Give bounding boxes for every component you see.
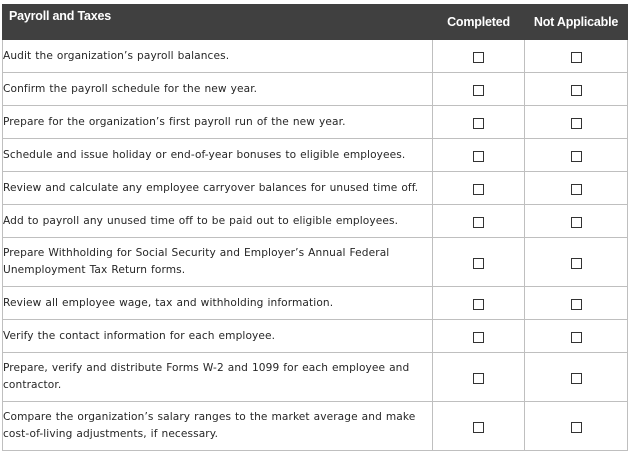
completed-cell [433, 238, 525, 287]
completed-checkbox[interactable] [473, 85, 484, 96]
not-applicable-checkbox[interactable] [571, 118, 582, 129]
completed-checkbox[interactable] [473, 217, 484, 228]
completed-checkbox[interactable] [473, 258, 484, 269]
completed-cell [433, 106, 525, 139]
not-applicable-checkbox[interactable] [571, 299, 582, 310]
task-description: Verify the contact information for each employee. [3, 320, 433, 353]
task-row [3, 238, 628, 287]
not-applicable-checkbox[interactable] [571, 52, 582, 63]
not-applicable-checkbox[interactable] [571, 217, 582, 228]
payroll-taxes-checklist [2, 4, 628, 451]
task-row [3, 320, 628, 353]
task-row [3, 287, 628, 320]
completed-cell [433, 287, 525, 320]
completed-column-header: Completed [433, 5, 525, 40]
task-description: Compare the organization’s salary ranges to the market average and make cost-of-living adjustments, if necessary. [3, 402, 433, 451]
not-applicable-checkbox[interactable] [571, 373, 582, 384]
task-row [3, 106, 628, 139]
not-applicable-checkbox[interactable] [571, 184, 582, 195]
completed-cell [433, 205, 525, 238]
not-applicable-cell [525, 238, 628, 287]
task-row [3, 402, 628, 451]
task-description: Schedule and issue holiday or end-of-year bonuses to eligible employees. [3, 139, 433, 172]
completed-checkbox[interactable] [473, 299, 484, 310]
not-applicable-checkbox[interactable] [571, 151, 582, 162]
task-description: Prepare Withholding for Social Security and Employer’s Annual Federal Unemployment Tax Return forms. [3, 238, 433, 287]
section-title: Payroll and Taxes [3, 5, 433, 40]
task-row [3, 205, 628, 238]
completed-checkbox[interactable] [473, 151, 484, 162]
task-row [3, 139, 628, 172]
not-applicable-cell [525, 106, 628, 139]
task-description: Review all employee wage, tax and withholding information. [3, 287, 433, 320]
not-applicable-cell [525, 287, 628, 320]
not-applicable-checkbox[interactable] [571, 332, 582, 343]
task-description: Add to payroll any unused time off to be paid out to eligible employees. [3, 205, 433, 238]
not-applicable-checkbox[interactable] [571, 85, 582, 96]
completed-checkbox[interactable] [473, 184, 484, 195]
not-applicable-cell [525, 402, 628, 451]
not-applicable-cell [525, 172, 628, 205]
completed-cell [433, 172, 525, 205]
not-applicable-column-header: Not Applicable [525, 5, 628, 40]
checklist-header-row [3, 5, 628, 40]
completed-cell [433, 40, 525, 73]
task-row [3, 73, 628, 106]
task-description: Audit the organization’s payroll balances. [3, 40, 433, 73]
completed-cell [433, 139, 525, 172]
task-description: Confirm the payroll schedule for the new year. [3, 73, 433, 106]
completed-checkbox[interactable] [473, 373, 484, 384]
not-applicable-checkbox[interactable] [571, 258, 582, 269]
not-applicable-cell [525, 353, 628, 402]
task-description: Prepare for the organization’s first payroll run of the new year. [3, 106, 433, 139]
completed-cell [433, 353, 525, 402]
task-description: Prepare, verify and distribute Forms W-2 and 1099 for each employee and contractor. [3, 353, 433, 402]
not-applicable-cell [525, 205, 628, 238]
completed-checkbox[interactable] [473, 118, 484, 129]
not-applicable-cell [525, 320, 628, 353]
completed-checkbox[interactable] [473, 332, 484, 343]
completed-checkbox[interactable] [473, 52, 484, 63]
completed-cell [433, 402, 525, 451]
not-applicable-cell [525, 73, 628, 106]
completed-cell [433, 320, 525, 353]
task-description: Review and calculate any employee carryover balances for unused time off. [3, 172, 433, 205]
task-row [3, 353, 628, 402]
not-applicable-cell [525, 40, 628, 73]
task-row [3, 172, 628, 205]
not-applicable-checkbox[interactable] [571, 422, 582, 433]
completed-checkbox[interactable] [473, 422, 484, 433]
completed-cell [433, 73, 525, 106]
not-applicable-cell [525, 139, 628, 172]
task-row [3, 40, 628, 73]
